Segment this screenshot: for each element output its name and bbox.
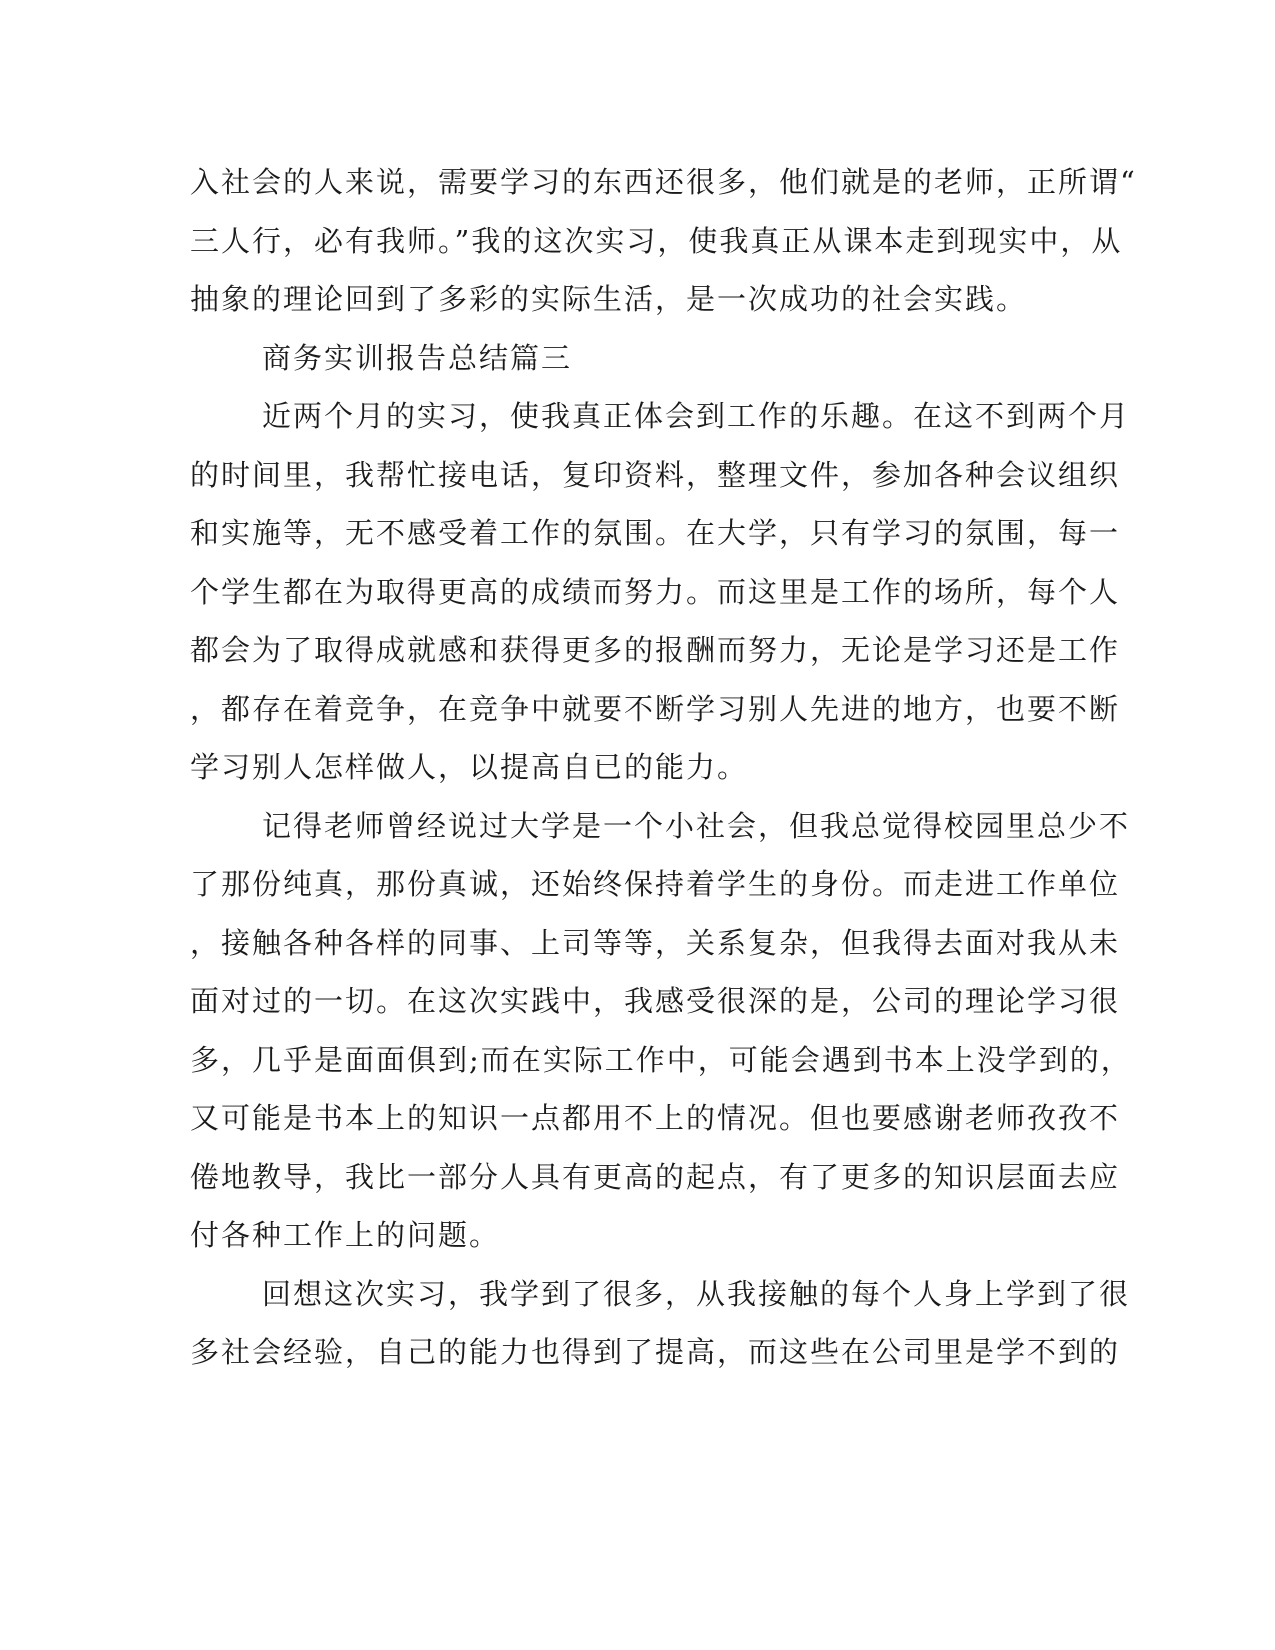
text-line: 个学生都在为取得更高的成绩而努力。而这里是工作的场所，每个人: [190, 575, 1121, 609]
text-line: ，接触各种各样的同事、上司等等，关系复杂，但我得去面对我从未: [190, 926, 1121, 960]
text-line: 多社会经验，自己的能力也得到了提高，而这些在公司里是学不到的: [190, 1335, 1121, 1369]
text-line: 了那份纯真，那份真诚，还始终保持着学生的身份。而走进工作单位: [190, 867, 1121, 901]
text-line: 面对过的一切。在这次实践中，我感受很深的是，公司的理论学习很: [190, 984, 1121, 1018]
text-line: 的时间里，我帮忙接电话，复印资料，整理文件，参加各种会议组织: [190, 458, 1121, 492]
text-line: ，都存在着竞争，在竞争中就要不断学习别人先进的地方，也要不断: [190, 692, 1121, 726]
text-line: 三人行，必有我师。”我的这次实习，使我真正从课本走到现实中，从: [190, 224, 1123, 258]
section-heading: 商务实训报告总结篇三: [262, 341, 573, 375]
text-line: 入社会的人来说，需要学习的东西还很多，他们就是的老师，正所谓“: [190, 165, 1137, 199]
text-line: 都会为了取得成就感和获得更多的报酬而努力，无论是学习还是工作: [190, 633, 1121, 667]
text-line: 付各种工作上的问题。: [190, 1218, 501, 1252]
text-line: 倦地教导，我比一部分人具有更高的起点，有了更多的知识层面去应: [190, 1160, 1121, 1194]
text-line: 和实施等，无不感受着工作的氛围。在大学，只有学习的氛围，每一: [190, 516, 1121, 550]
text-line: 又可能是书本上的知识一点都用不上的情况。但也要感谢老师孜孜不: [190, 1101, 1121, 1135]
text-line: 近两个月的实习，使我真正体会到工作的乐趣。在这不到两个月: [262, 399, 1131, 433]
text-line: 回想这次实习，我学到了很多，从我接触的每个人身上学到了很: [262, 1277, 1131, 1311]
text-line: 记得老师曾经说过大学是一个小社会，但我总觉得校园里总少不: [262, 809, 1131, 843]
text-line: 抽象的理论回到了多彩的实际生活，是一次成功的社会实践。: [190, 282, 1028, 316]
text-line: 学习别人怎样做人，以提高自已的能力。: [190, 750, 749, 784]
text-line: 多，几乎是面面俱到;而在实际工作中，可能会遇到书本上没学到的，: [190, 1043, 1132, 1077]
